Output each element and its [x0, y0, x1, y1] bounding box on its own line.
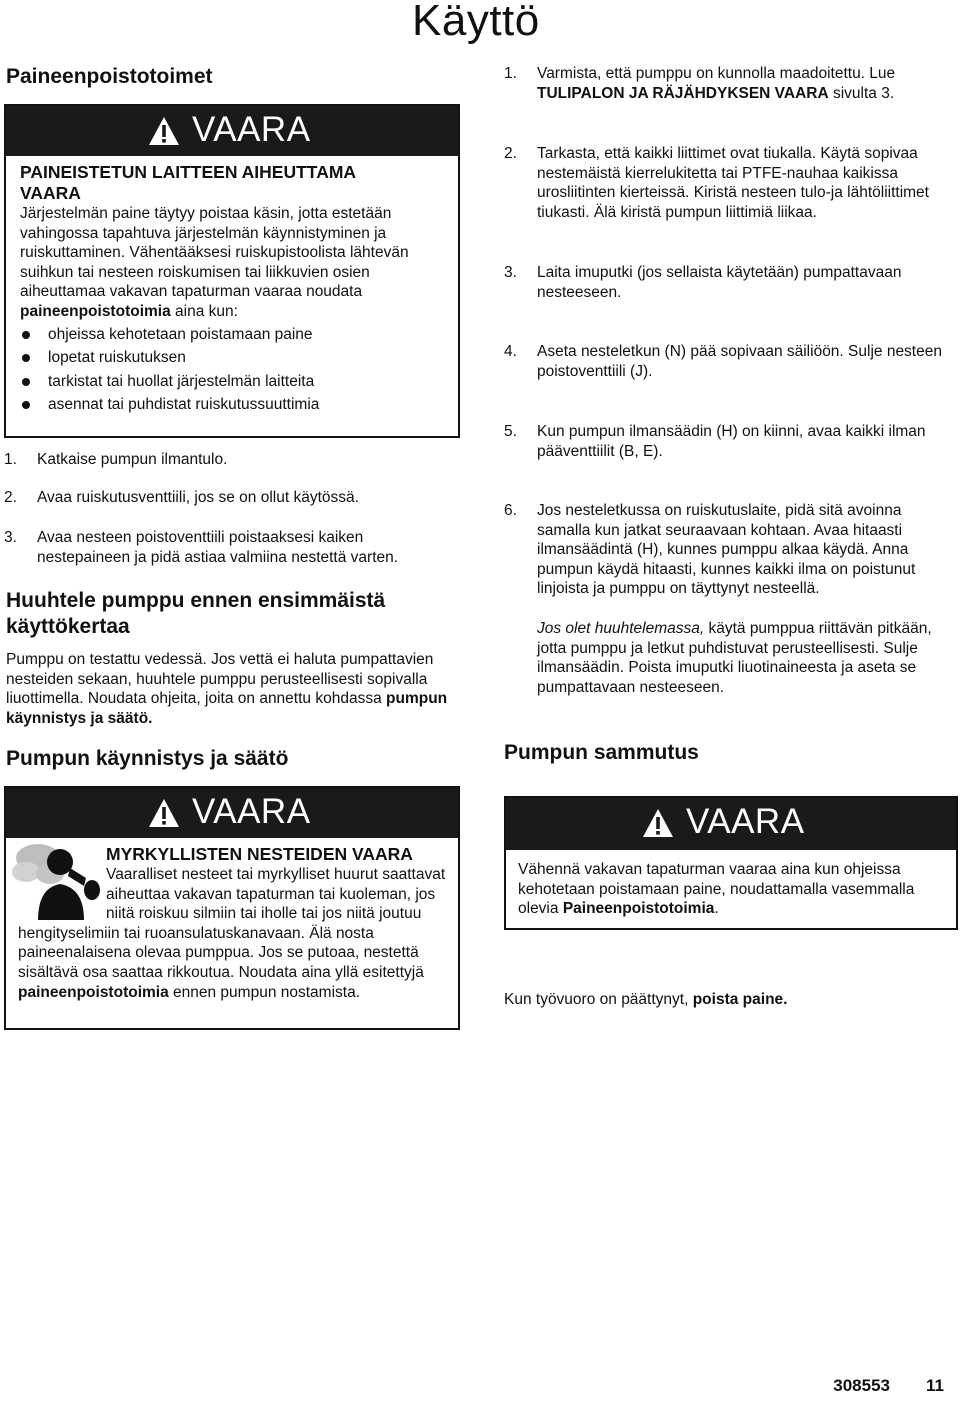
warning-title: PAINEISTETUN LAITTEEN AIHEUTTAMA VAARA	[20, 162, 356, 203]
step-number: 3.	[4, 529, 17, 546]
document-number: 308553	[833, 1376, 890, 1395]
step-number: 2.	[4, 489, 17, 506]
list-item	[4, 528, 444, 567]
step-text: Varmista, että pumppu on kunnolla maadoitettu. Lue TULIPALON JA RÄJÄHDYKSEN VAARA sivulta 3.	[537, 65, 896, 102]
warning-text-bold: paineenpoistotoimia	[18, 983, 169, 1001]
warning-triangle-icon	[642, 808, 674, 838]
step-number: 1.	[504, 65, 517, 82]
page-title: Käyttö	[412, 0, 540, 45]
warning-title: MYRKYLLISTEN NESTEIDEN VAARA	[106, 844, 413, 864]
warning-header-bar	[6, 106, 458, 156]
warning-box-shutdown	[504, 796, 958, 930]
warning-text-bold: paineenpoistotoimia	[20, 302, 171, 320]
section-title-pressure-relief: Paineenpoistotoimet	[6, 65, 213, 88]
step-text: Avaa ruiskutusventtiili, jos se on ollut käytössä.	[37, 489, 359, 506]
warning-bullet: ohjeissa kehotetaan poistamaan paine	[20, 325, 448, 345]
step-text: Kun pumpun ilmansäädin (H) on kiinni, avaa kaikki ilman pääventtiilit (B, E).	[537, 423, 926, 460]
warning-word: VAARA	[192, 792, 311, 831]
page-number: 11	[926, 1376, 944, 1395]
flush-paragraph: Pumppu on testattu vedessä. Jos vettä ei haluta pumpattavien nesteiden sekaan, huuhtele pumppu perusteellisesti sopivalla liuottimella. Noudata ohjeita, joita on annettu kohdassa pumpun käynnistys ja säätö.	[6, 651, 448, 727]
warning-text: Vähennä vakavan tapaturman vaaraa aina kun ohjeissa kehotetaan poistamaan paine, noudattamalla vasemmalla olevia Paineenpoistotoimia.	[518, 861, 915, 918]
section-title-flush: Huuhtele pumppu ennen ensimmäistä käyttökertaa	[6, 589, 386, 638]
warning-text-bold: Paineenpoistotoimia	[562, 900, 715, 918]
shutdown-paragraph: Kun työvuoro on päättynyt, poista paine.	[504, 991, 788, 1008]
step-note-italic: Jos olet huuhtelemassa,	[537, 619, 705, 637]
warning-box-toxic	[4, 786, 460, 1030]
warning-bullet: tarkistat tai huollat järjestelmän laitteita	[20, 372, 448, 392]
step-text-bold: TULIPALON JA RÄJÄHDYKSEN VAARA	[537, 84, 829, 102]
step-number: 1.	[4, 451, 17, 468]
warning-box-pressure	[4, 104, 460, 438]
list-item	[504, 144, 952, 222]
shutdown-paragraph-bold: poista paine.	[692, 991, 788, 1008]
list-item	[504, 342, 944, 381]
flush-paragraph-bold: pumpun käynnistys ja säätö.	[6, 690, 448, 727]
list-item	[504, 64, 944, 103]
list-item	[4, 488, 444, 508]
step-number: 6.	[504, 502, 517, 519]
warning-triangle-icon	[148, 798, 180, 828]
list-item	[504, 263, 944, 302]
step-text: Tarkasta, että kaikki liittimet ovat tiukalla. Käytä sopivaa nestemäistä kierrelukitetta tai PTFE-nauhaa kaikissa urosliitinten kierteissä. Kiristä nesteen tulo-ja lähtöliittimet tiukasti. Älä kiristä pumpun liittimiä liikaa.	[537, 145, 929, 221]
step-text: Avaa nesteen poistoventtiili poistaaksesi kaiken nestepaineen ja pidä astiaa valmiina nestettä varten.	[37, 529, 399, 566]
section-title-startup: Pumpun käynnistys ja säätö	[6, 747, 289, 770]
warning-header-bar	[6, 788, 458, 838]
warning-triangle-icon	[148, 116, 180, 146]
section-title-shutdown: Pumpun sammutus	[504, 741, 699, 764]
step-number: 4.	[504, 343, 517, 360]
warning-text: Järjestelmän paine täytyy poistaa käsin, jotta estetään vahingossa tapahtuva järjestelmän käynnistyminen ja ruiskuttaminen. Vähentääksesi ruiskupistoolista lähtevän suihkun tai nesteen roiskumisen tai liikkuvien osien aiheuttamaa vakavan tapaturman vaaraa noudata paineenpoistotoimia aina kun:	[20, 205, 409, 320]
step-number: 3.	[504, 264, 517, 281]
warning-bullet: lopetat ruiskutuksen	[20, 348, 448, 368]
step-text: Laita imuputki (jos sellaista käytetään) pumpattavaan nesteeseen.	[537, 264, 902, 301]
warning-text: Vaaralliset nesteet tai myrkylliset huurut saattavat aiheuttaa vakavan tapaturman tai kuoleman, jos niitä roiskuu silmiin tai iholle tai jos niitä joutuu hengityselimiin tai ruoansulatuskanavaan. Älä nosta paineenalaisena olevaa pumppua. Jos se putoaa, nestettä sisältävä osa saattaa rikkoutua. Noudata aina yllä esitettyjä paineenpoistotoimia ennen pumpun nostamista.	[18, 866, 446, 1001]
step-text: Aseta nesteletkun (N) pää sopivaan säiliöön. Sulje nesteen poistoventtiili (J).	[537, 343, 942, 380]
step-text: Jos nesteletkussa on ruiskutuslaite, pidä sitä avoinna samalla kun jatkat seuraavaan kohtaan. Avaa hitaasti ilmansäädintä (H), kunnes pumppu alkaa käydä. Anna pumpun käydä hitaasti, kunnes kaikki ilma on poistunut linjoista ja pumppu on täyttynyt nesteellä.	[537, 502, 916, 598]
list-item	[504, 501, 944, 697]
step-text: Katkaise pumpun ilmantulo.	[37, 451, 228, 468]
list-item	[4, 450, 444, 470]
warning-word: VAARA	[686, 802, 805, 841]
step-number: 2.	[504, 145, 517, 162]
list-item	[504, 422, 956, 461]
warning-header-bar	[506, 798, 956, 850]
warning-bullet: asennat tai puhdistat ruiskutussuuttimia	[20, 395, 448, 415]
warning-word: VAARA	[192, 110, 311, 149]
step-note: Jos olet huuhtelemassa, käytä pumppua riittävän pitkään, jotta pumppu ja letkut puhdistuvat perusteellisesti. Sulje ilmansäädin. Poista imuputki liuotinaineesta ja aseta se pumpattavaan nesteeseen.	[537, 619, 932, 696]
step-number: 5.	[504, 423, 517, 440]
